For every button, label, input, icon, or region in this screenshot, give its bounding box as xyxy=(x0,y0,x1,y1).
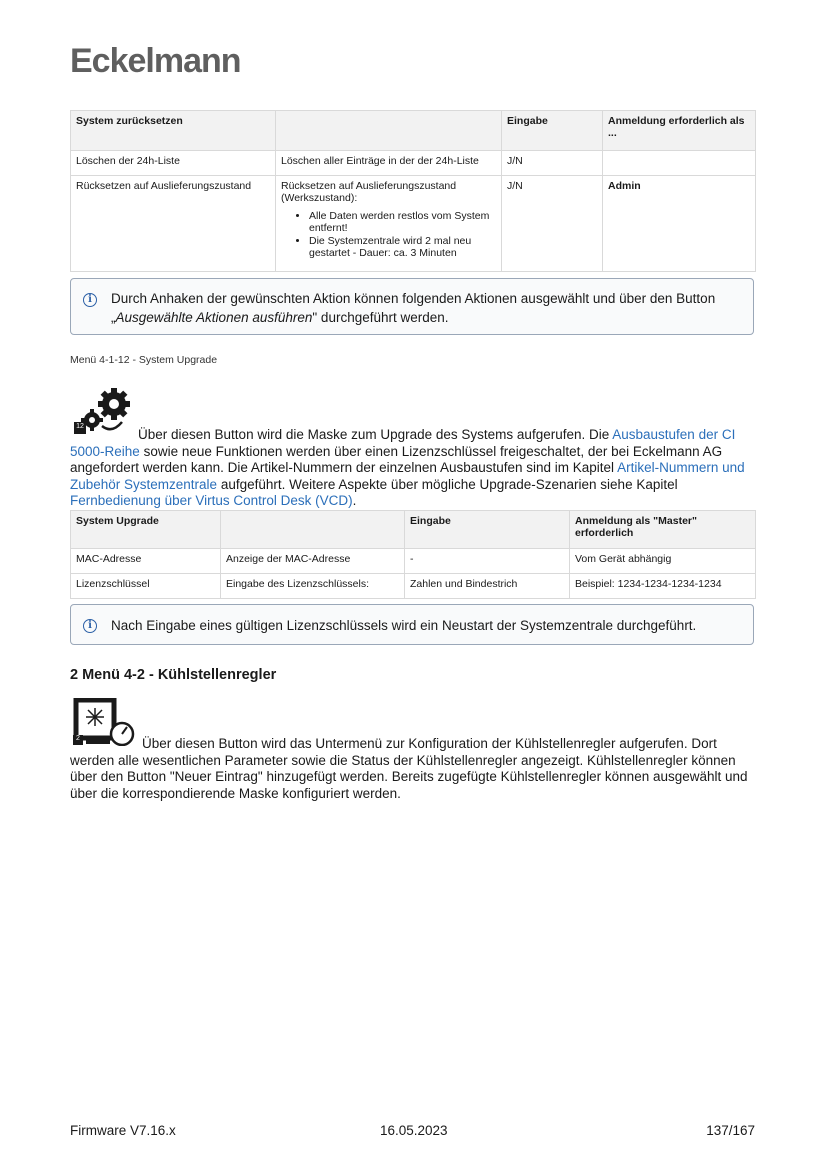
table-cell xyxy=(603,151,756,176)
system-reset-table xyxy=(70,110,756,272)
para-text: sowie neue Funktionen werden über einen Lizenzschlüssel freigeschaltet, der bei Eckelmann AG angefordert werden kann. Die Artikel-Nummern der einzelnen Ausbaustufen sind im Kapitel xyxy=(70,443,723,475)
table-row xyxy=(71,151,756,176)
table-cell: J/N xyxy=(502,151,603,176)
table-row xyxy=(71,549,756,574)
table-cell: Zahlen und Bindestrich xyxy=(405,574,570,599)
eckelmann-logo: Eckelmann xyxy=(70,42,241,80)
table-header: Anmeldung erforderlich als ... xyxy=(603,111,756,151)
table-header: Eingabe xyxy=(405,511,570,549)
upgrade-paragraph xyxy=(70,427,760,510)
icon-badge: 2 xyxy=(76,735,80,742)
link-ausbaustufen[interactable]: Ausbaustufen der CI 5000-Reihe xyxy=(70,427,736,459)
list-item: • Alle Daten werden restlos vom System entfernt! xyxy=(309,210,497,234)
table-cell: Anzeige der MAC-Adresse xyxy=(221,549,405,574)
table-cell: Admin xyxy=(603,176,756,272)
table-header: Eingabe xyxy=(502,111,603,151)
table-cell: - xyxy=(405,549,570,574)
footer-date: 16.05.2023 xyxy=(380,1123,448,1138)
table-cell: Eingabe des Lizenzschlüssels: xyxy=(221,574,405,599)
table-header: System Upgrade xyxy=(71,511,221,549)
table-cell: Vom Gerät abhängig xyxy=(570,549,756,574)
info-note xyxy=(70,278,754,335)
section-heading: 2 Menü 4-2 - Kühlstellenregler xyxy=(70,667,277,683)
note-text: Nach Eingabe eines gültigen Lizenzschlüssels wird ein Neustart der Systemzentrale durchgeführt. xyxy=(111,618,697,633)
footer-firmware: Firmware V7.16.x xyxy=(70,1123,176,1138)
list-item: • Die Systemzentrale wird 2 mal neu gestartet - Dauer: ca. 3 Minuten xyxy=(309,235,497,259)
note-text-part: Durch Anhaken der gewünschten Aktion können folgenden Aktionen ausgewählt und über den Button „ xyxy=(111,291,716,325)
link-artikel-nummern[interactable]: Artikel-Nummern und Zubehör Systemzentrale xyxy=(70,460,745,492)
table-header: System zurücksetzen xyxy=(71,111,276,151)
para-text: Über diesen Button wird die Maske zum Upgrade des Systems aufgerufen. Die xyxy=(138,427,613,442)
bullet-list xyxy=(281,210,497,259)
footer-page-number: 137/167 xyxy=(706,1123,755,1138)
table-cell: MAC-Adresse xyxy=(71,549,221,574)
link-fernbedienung-vcd[interactable]: Fernbedienung über Virtus Control Desk (VCD) xyxy=(70,493,353,508)
note-text-part: " durchgeführt werden. xyxy=(312,310,449,325)
table-cell: Lizenzschlüssel xyxy=(71,574,221,599)
table-cell: Löschen der 24h-Liste xyxy=(71,151,276,176)
cooler-paragraph xyxy=(70,736,760,802)
info-icon: i xyxy=(83,619,97,633)
table-header: Anmeldung als "Master" erforderlich xyxy=(570,511,756,549)
icon-badge: 12 xyxy=(76,423,84,430)
table-row xyxy=(71,176,756,272)
table-cell: J/N xyxy=(502,176,603,272)
table-cell: Rücksetzen auf Auslieferungszustand xyxy=(71,176,276,272)
para-text: . xyxy=(352,493,357,508)
table-row xyxy=(71,574,756,599)
para-text: Über diesen Button wird das Untermenü zur Konfiguration der Kühlstellenregler aufgerufen. Dort werden alle wesentlichen Parameter sowie die Status der Kühlstellenregler angezeigt. Kühlstellenregler können über den Button "Neuer Eintrag" hinzugefügt werden. Bereits zugefügte Kühlstellenregler können ausgewählt und über die korrespondierende Maske konfiguriert werden. xyxy=(70,736,748,801)
table-cell xyxy=(276,176,502,272)
note-text xyxy=(111,289,741,327)
caption: Menü 4-1-12 - System Upgrade xyxy=(70,354,218,366)
para-text: aufgeführt. Weitere Aspekte über mögliche Upgrade-Szenarien siehe Kapitel xyxy=(217,476,678,492)
table-cell: Beispiel: 1234-1234-1234-1234 xyxy=(570,574,756,599)
system-upgrade-table xyxy=(70,510,756,599)
table-header xyxy=(276,111,502,151)
info-icon: i xyxy=(83,293,97,307)
cell-text: Rücksetzen auf Auslieferungszustand (Werkszustand): xyxy=(281,180,457,204)
info-note xyxy=(70,604,754,645)
note-emphasis: Ausgewählte Aktionen ausführen xyxy=(115,310,313,325)
table-cell: Löschen aller Einträge in der der 24h-Liste xyxy=(276,151,502,176)
table-header xyxy=(221,511,405,549)
